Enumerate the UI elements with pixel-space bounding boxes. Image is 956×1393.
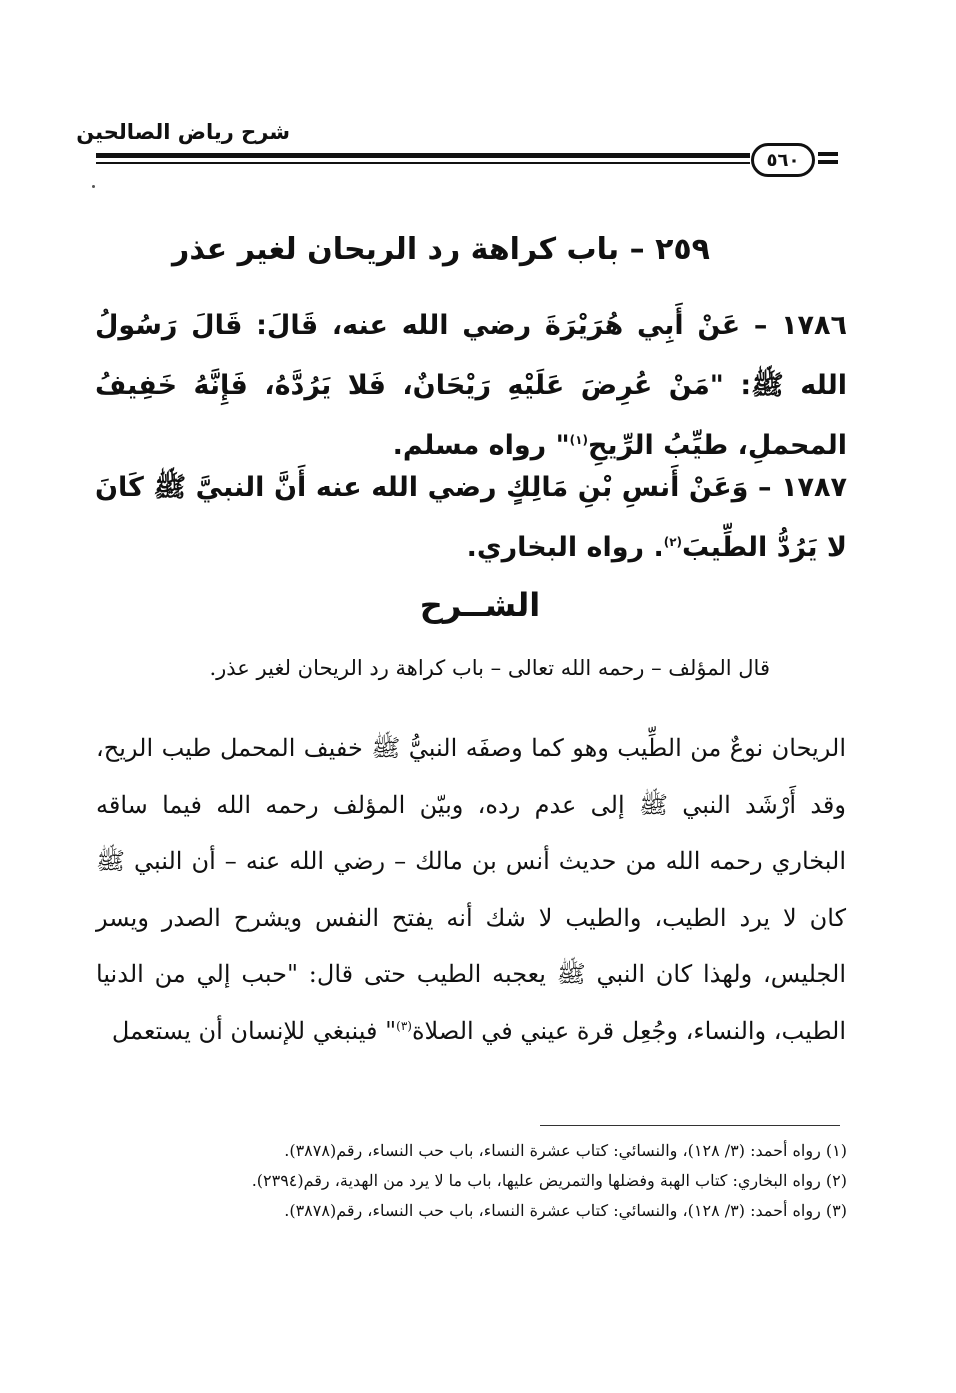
paragraph-text: الريحان نوعٌ من الطِّيب وهو كما وصفَه النبيُّ ﷺ خفيف المحمل طيب الريح، وقد أَرْشَد النبي ﷺ إلى عدم رده، وبيّن المؤلف رحمه الله فيما ساقه البخاري رحمه الله من حديث أنس بن مالك – رضي الله عنه – أن النبي ﷺ كان لا يرد الطيب، والطيب لا شك أنه يفتح النفس ويشرح الصدر ويسر الجليس، ولهذا كان النبي ﷺ يعجبه الطيب حتى قال: "حبب إلي من الدنيا الطيب، والنساء، وجُعِل قرة عيني في الصلاة	[96, 734, 846, 1045]
page-speck	[92, 185, 95, 188]
header-rule-tail	[818, 160, 838, 164]
sharh-intro: قال المؤلف – رحمه الله تعالى – باب كراهة رد الريحان لغير عذر.	[209, 656, 770, 680]
header-rule-thin	[96, 162, 750, 164]
footnote-ref: (٣)	[396, 1018, 412, 1033]
footnote-separator	[540, 1125, 840, 1126]
page-number	[751, 143, 815, 177]
page-number-text: ٥٦٠	[766, 149, 800, 171]
hadith-source: " رواه مسلم.	[392, 430, 570, 461]
sharh-heading: الشــرح	[419, 586, 541, 624]
footnote-ref: (١)	[569, 433, 588, 447]
sharh-paragraph	[96, 720, 846, 1059]
chapter-title: ٢٥٩ – باب كراهة رد الريحان لغير عذر	[172, 232, 710, 267]
hadith-1787	[95, 458, 847, 578]
footnotes	[120, 1136, 847, 1226]
footnote-3: (٣) رواه أحمد: (٣/ ١٢٨)، والنسائي: كتاب عشرة النساء، باب حب النساء، رقم(٣٨٧٨).	[284, 1201, 847, 1220]
header-rule-thick	[96, 153, 750, 158]
hadith-source: . رواه البخاري.	[466, 532, 664, 563]
hadith-text: ١٧٨٧ – وَعَنْ أَنسِ بْنِ مَالِكٍ رضي الله عنه أَنَّ النبيَّ ﷺ كَانَ لا يَرُدُّ الطِّيبَ	[95, 472, 847, 563]
running-title: شرح رياض الصالحين	[76, 120, 290, 144]
hadith-1786	[95, 296, 847, 476]
footnote-ref: (٢)	[663, 535, 682, 549]
footnote-2: (٢) رواه البخاري: كتاب الهبة وفضلها والتمريض عليها، باب ما لا يرد من الهدية، رقم(٢٣٩٤).	[251, 1171, 847, 1190]
footnote-1: (١) رواه أحمد: (٣/ ١٢٨)، والنسائي: كتاب عشرة النساء، باب حب النساء، رقم(٣٨٧٨).	[284, 1141, 847, 1160]
header-rule-tail	[818, 152, 838, 156]
paragraph-text-end: " فينبغي للإنسان أن يستعمل	[111, 1016, 397, 1045]
hadith-text: ١٧٨٦ – عَنْ أَبِي هُرَيْرَةَ رضي الله عنه، قَالَ: قَالَ رَسُولُ الله ﷺ: "مَنْ عُرِضَ عَلَيْهِ رَيْحَانٌ، فَلا يَرُدَّهُ، فَإِنَّهُ خَفِيفُ المحملِ، طيِّبُ الرِّيحِ	[95, 310, 847, 461]
